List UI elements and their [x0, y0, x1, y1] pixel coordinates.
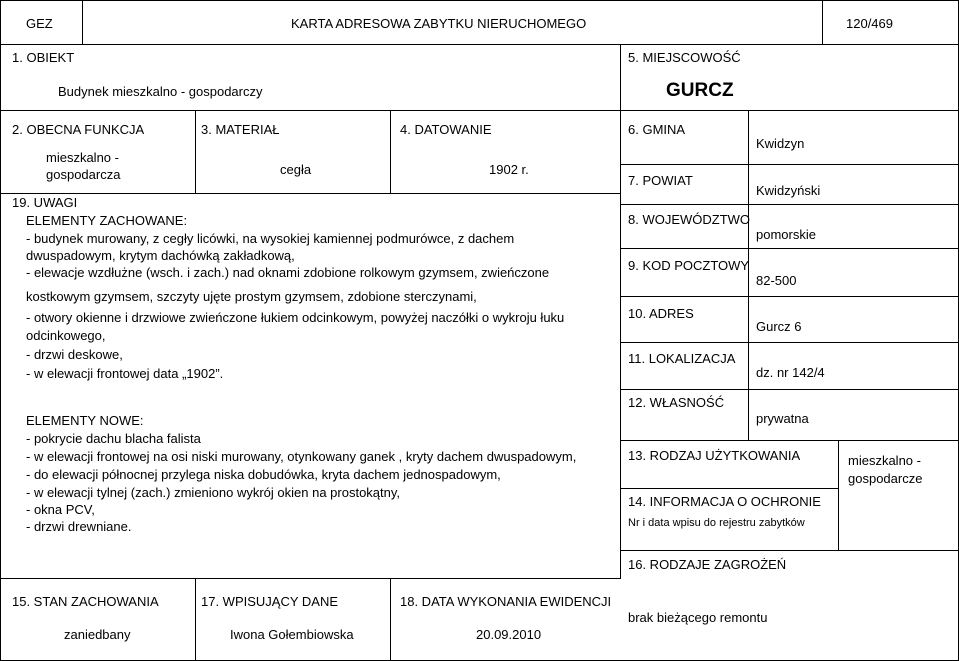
zachowane-line: - otwory okienne i drzwiowe zwieńczone łukiem odcinkowym, powyżej naczółki o wykroju łuku	[26, 310, 565, 325]
material-value: cegła	[280, 162, 312, 177]
card-title: KARTA ADRESOWA ZABYTKU NIERUCHOMEGO	[291, 16, 587, 31]
zachowane-line: - w elewacji frontowej data „1902”.	[26, 366, 224, 381]
nowe-line: - okna PCV,	[26, 502, 95, 517]
zachowane-line: - budynek murowany, z cegły licówki, na wysokiej kamiennej podmurówce, z dachem	[26, 231, 515, 246]
zachowane-header: ELEMENTY ZACHOWANE:	[26, 213, 188, 228]
funkcja-label: 2. OBECNA FUNKCJA	[12, 122, 145, 137]
right-row-7	[620, 164, 749, 165]
gez-label: GEZ	[26, 16, 53, 31]
wojewodztwo-value: pomorskie	[756, 227, 816, 242]
uzytkowanie-value-1: mieszkalno -	[848, 453, 921, 468]
datowanie-value: 1902 r.	[489, 162, 529, 177]
right-row-9	[620, 248, 959, 249]
powiat-value: Kwidzyński	[756, 183, 821, 198]
nowe-line: - pokrycie dachu blacha falista	[26, 431, 201, 446]
ochrona-sub: Nr i data wpisu do rejestru zabytków	[628, 517, 805, 529]
funkcja-divider	[195, 110, 196, 194]
miejscowosc-value: GURCZ	[666, 80, 734, 101]
kod-label: 9. KOD POCZTOWY	[628, 258, 750, 273]
zagrozen-label: 16. RODZAJE ZAGROŻEŃ	[628, 557, 787, 572]
right-row-8	[620, 204, 959, 205]
zagrozen-value: brak bieżącego remontu	[628, 610, 768, 625]
stan-value: zaniedbany	[64, 627, 131, 642]
obiekt-bottom-line	[0, 110, 959, 111]
right-row-16	[620, 550, 959, 551]
right-row-14	[620, 488, 839, 489]
nowe-line: - drzwi drewniane.	[26, 519, 132, 534]
material-divider	[390, 110, 391, 194]
right-row-13	[620, 440, 959, 441]
gmina-value: Kwidzyn	[756, 136, 805, 151]
adres-value: Gurcz 6	[756, 319, 802, 334]
nowe-line: - w elewacji tylnej (zach.) zmieniono wykrój okien na prostokątny,	[26, 485, 401, 500]
wlasnosc-label: 12. WŁASNOŚĆ	[628, 395, 725, 410]
header-sep-2	[822, 0, 823, 45]
kod-value: 82-500	[756, 273, 797, 288]
lokalizacja-label: 11. LOKALIZACJA	[628, 351, 736, 366]
uzytkowanie-label: 13. RODZAJ UŻYTKOWANIA	[628, 448, 801, 463]
right-row-7v	[748, 164, 959, 165]
ochrona-label: 14. INFORMACJA O OCHRONIE	[628, 494, 821, 509]
obiekt-label: 1. OBIEKT	[12, 50, 75, 65]
header-sep-1	[82, 0, 83, 45]
zachowane-line: odcinkowego,	[26, 328, 106, 343]
uzytkowanie-value-2: gospodarcze	[848, 471, 923, 486]
wpisujacy-label: 17. WPISUJĄCY DANE	[201, 594, 339, 609]
uzytkowanie-divider	[838, 440, 839, 550]
adres-label: 10. ADRES	[628, 306, 694, 321]
bottom-band-top	[0, 578, 621, 579]
uwagi-label: 19. UWAGI	[12, 195, 78, 210]
stan-label: 15. STAN ZACHOWANIA	[12, 594, 159, 609]
zachowane-line: dwuspadowym, krytym dachówką zakładkową,	[26, 248, 295, 263]
material-label: 3. MATERIAŁ	[201, 122, 280, 137]
uwagi-top-line	[0, 193, 621, 194]
nowe-line: - do elewacji północnej przylega niska dobudówka, kryta dachem jednospadowym,	[26, 467, 501, 482]
wlasnosc-value: prywatna	[756, 411, 809, 426]
border-top	[0, 0, 959, 1]
data-wykonania-value: 20.09.2010	[476, 627, 542, 642]
right-row-11	[620, 342, 959, 343]
data-wykonania-label: 18. DATA WYKONANIA EWIDENCJI	[400, 594, 612, 609]
header-bottom-line	[0, 44, 959, 45]
main-divider	[620, 44, 621, 578]
miejscowosc-label: 5. MIEJSCOWOŚĆ	[628, 50, 741, 65]
obiekt-value: Budynek mieszkalno - gospodarczy	[58, 84, 263, 99]
nowe-header: ELEMENTY NOWE:	[26, 413, 144, 428]
zachowane-line: - drzwi deskowe,	[26, 347, 123, 362]
funkcja-value-2: gospodarcza	[46, 167, 121, 182]
powiat-label: 7. POWIAT	[628, 173, 693, 188]
lokalizacja-value: dz. nr 142/4	[756, 365, 825, 380]
nowe-line: - w elewacji frontowej na osi niski murowany, otynkowany ganek , kryty dachem dwuspadowym,	[26, 449, 577, 464]
right-row-10	[620, 296, 959, 297]
wpisujacy-divider	[390, 578, 391, 661]
stan-divider	[195, 578, 196, 661]
zachowane-line: kostkowym gzymsem, szczyty ujęte prostym gzymsem, zdobione sterczynami,	[26, 289, 477, 304]
right-row-12	[620, 389, 959, 390]
wojewodztwo-label: 8. WOJEWÓDZTWO	[628, 212, 751, 227]
gmina-label: 6. GMINA	[628, 122, 686, 137]
wpisujacy-value: Iwona Gołembiowska	[230, 627, 354, 642]
right-label-divider	[748, 110, 749, 440]
funkcja-value-1: mieszkalno -	[46, 150, 119, 165]
zachowane-line: - elewacje wzdłużne (wsch. i zach.) nad oknami zdobione rolkowym gzymsem, zwieńczone	[26, 265, 550, 280]
card-number: 120/469	[846, 16, 893, 31]
datowanie-label: 4. DATOWANIE	[400, 122, 492, 137]
border-left	[0, 0, 1, 661]
